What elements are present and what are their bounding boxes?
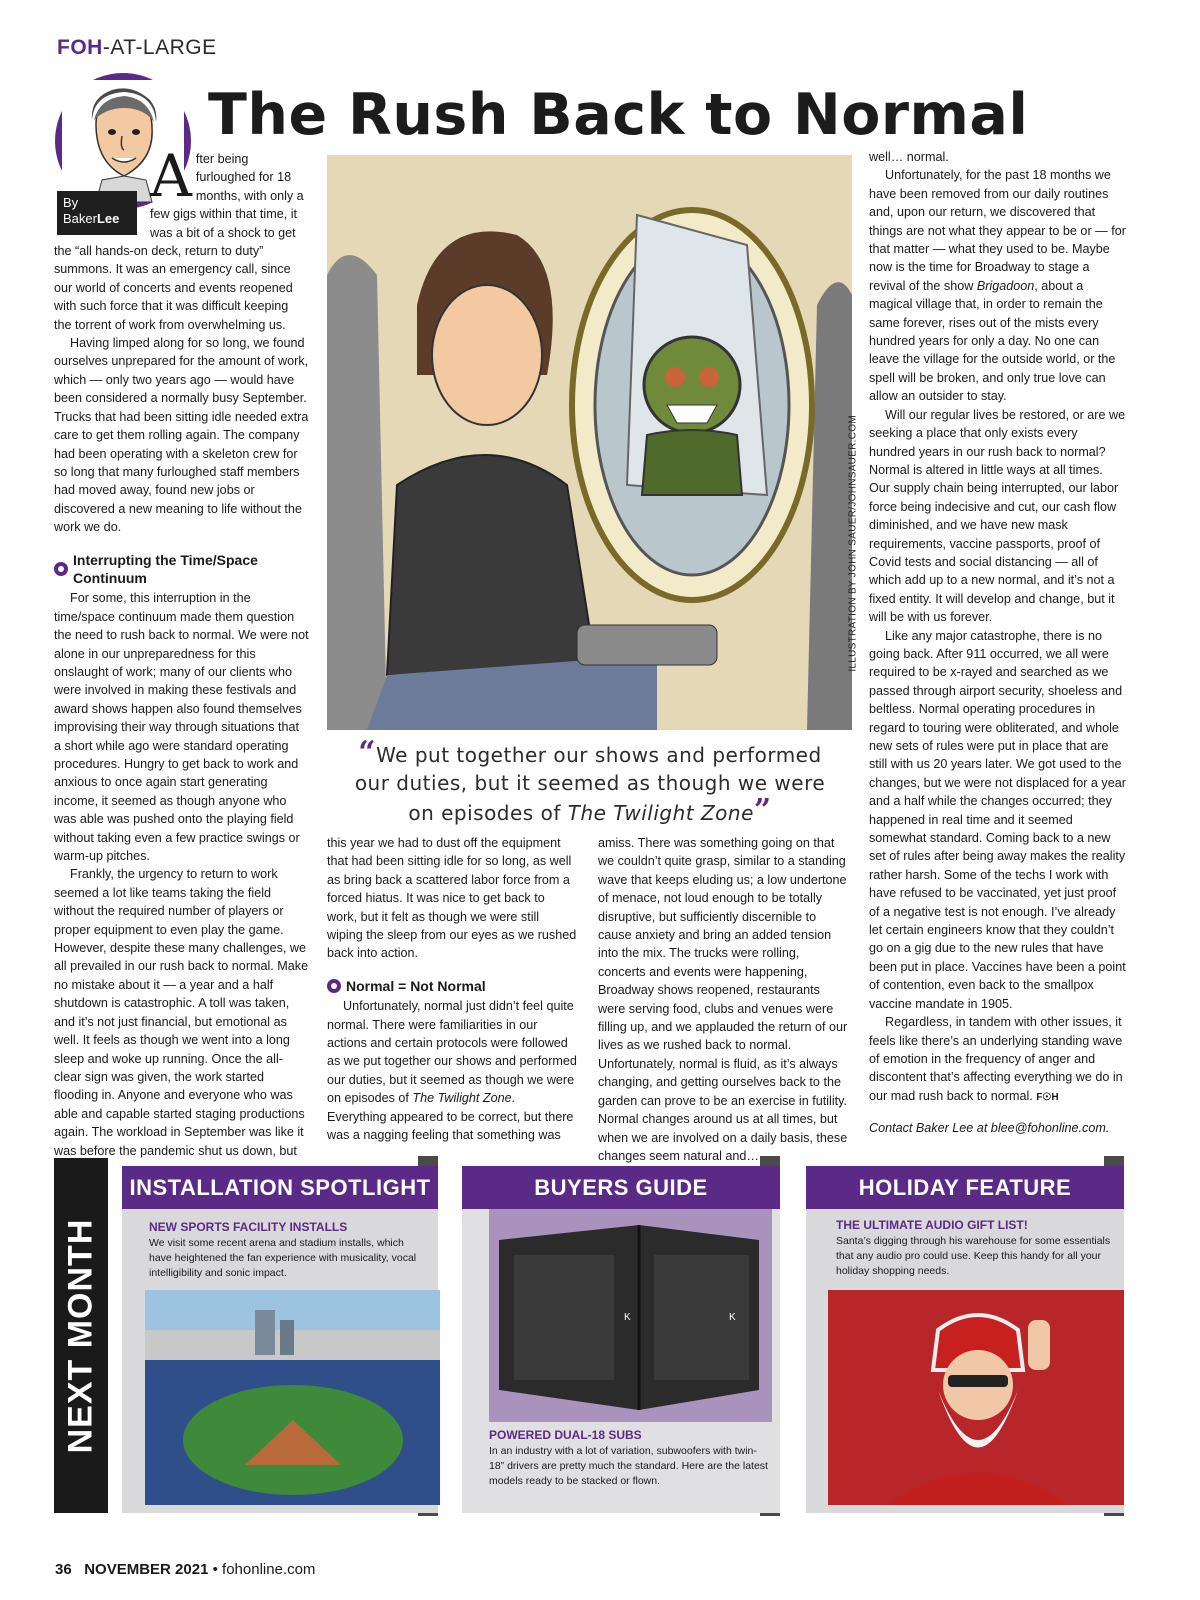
paragraph-text: Unfortunately, for the past 18 months we have been removed from our daily routines and, upon our return, we discovered that things are not what they appear to be or — for that matter — what they used to be. Maybe now is the time for Broadway to stage a revival of the show <box>869 168 1126 293</box>
subhead-1 <box>54 551 309 588</box>
card-text: In an industry with a lot of variation, subwoofers with twin-18” drivers are pretty much the standard. Here are the latest models ready to be stacked or flown. <box>489 1445 768 1487</box>
bullet-eye-icon <box>327 979 341 993</box>
paragraph <box>869 166 1127 405</box>
italic-title: The Twilight Zone <box>412 1091 512 1106</box>
paragraph-text: Unfortunately, normal just didn’t feel quite normal. There were familiarities in our actions and certain protocols were followed as we put together our shows and performed our duties, but it seemed as though we were on episodes of <box>327 999 577 1106</box>
card-tab: BUYERS GUIDE <box>462 1166 780 1209</box>
subhead-2-text: Normal = Not Normal <box>346 977 486 994</box>
quote-close-mark: ” <box>753 793 772 828</box>
footer-site: fohonline.com <box>222 1561 316 1578</box>
quote-open-mark: “ <box>358 735 377 770</box>
byline-by: By <box>63 195 79 210</box>
contact-text: Contact Baker Lee at blee@fohonline.com. <box>869 1121 1110 1136</box>
subwoofer-photo-icon <box>489 1200 772 1422</box>
paragraph: Frankly, the urgency to return to work seemed a lot like teams taking the field without the required number of players or proper equipment to even play the game. However, despite these many challenges, we all prevailed in our rush back to normal. Make no mistake about it — a year and a half shutdown is catastrophic. A toll was taken, and it’s not just financial, but emotional as well. It feels as though we went into a long sleep and woke up running. Once the all-clear sign was given, the work started flooding in. Anyone and everyone who was able and capable started staging productions again. The workload in September was like it was before the pandemic shut us down, but <box>54 867 309 1158</box>
subhead-1-text: Interrupting the Time/Space Continuum <box>73 551 258 586</box>
column-2 <box>327 834 577 1145</box>
article-title: The Rush Back to Normal <box>208 82 1029 148</box>
italic-title: Brigadoon <box>976 278 1035 293</box>
contact-line <box>869 1119 1127 1137</box>
column-3 <box>598 834 850 1165</box>
pull-quote <box>340 735 840 828</box>
column-1 <box>54 142 309 1160</box>
section-prefix: FOH <box>57 36 103 59</box>
section-label <box>57 36 217 60</box>
end-mark: F☉H <box>1036 1091 1059 1103</box>
next-month-banner <box>54 1158 108 1513</box>
card-buyers-guide <box>462 1180 780 1513</box>
paragraph <box>327 997 577 1144</box>
pull-quote-italic: The Twilight Zone <box>567 801 754 825</box>
card-title: THE ULTIMATE AUDIO GIFT LIST! <box>836 1218 1028 1232</box>
bullet-eye-icon <box>54 562 68 576</box>
byline-last: Lee <box>96 211 120 226</box>
paragraph: For some, this interruption in the time/space continuum made them question the need to rush back to normal. We were not alone in our unpreparedness for this onslaught of work; many of our clients who were involved in making these festivals and award shows happen also found themselves improvising their way through situations that a short while ago were standard operating procedures. Hungry to get back to work and anxious to once again start generating income, it seemed as though anyone who was able was pushed onto the playing field without taking even a few practice swings or warm-up pitches. <box>54 591 309 864</box>
intro-text: fter being furloughed for 18 months, with only a few gigs within that time, it was a bit of a shock to get the “all hands-on deck, return to duty” summons. It was an emergency call, since our world of concerts and events reopened with such force that it was difficult keeping the torrent of work from overwhelming us. <box>54 152 304 332</box>
paragraph: well… normal. <box>869 150 949 164</box>
card-tab: HOLIDAY FEATURE <box>806 1166 1124 1209</box>
paragraph: Having limped along for so long, we found ourselves unprepared for the amount of work, which — only two years ago — would have been considered a normally busy September. Trucks that had been sitting idle needed extra care to get them rolling again. The company had been operating with a skeleton crew for so long that many furloughed staff members had moved away, found new jobs or discovered a new meaning to life without the work we do. <box>54 336 309 535</box>
card-holiday-feature <box>806 1180 1124 1513</box>
stadium-photo-icon <box>145 1290 440 1505</box>
article-illustration <box>327 155 859 730</box>
column-4 <box>869 148 1127 1138</box>
paragraph-text: , about a magical village that, in order to remain the same forever, rises out of the mists every hundred years for only a day. No one can leave the village for the outside world, or the spell will be broken, and only true love can allow an outsider to stay. <box>869 278 1116 404</box>
pull-quote-text: We put together our shows and performed our duties, but it seemed as though we were on episodes of <box>354 743 826 825</box>
card-title: NEW SPORTS FACILITY INSTALLS <box>149 1220 348 1234</box>
dropcap: A <box>150 142 192 210</box>
card-tab: INSTALLATION SPOTLIGHT <box>122 1166 438 1209</box>
subhead-2 <box>327 977 577 995</box>
card-text: We visit some recent arena and stadium installs, which have heightened the fan experience with musicality, vocal intelligibility and sonic impact. <box>149 1237 417 1279</box>
section-rest: -AT-LARGE <box>102 36 217 59</box>
paragraph <box>869 1013 1127 1107</box>
santa-photo-icon <box>828 1290 1124 1505</box>
footer-bullet: • <box>212 1561 218 1578</box>
page-footer <box>55 1561 315 1578</box>
paragraph: this year we had to dust off the equipment that had been sitting idle for so long, as well as bring back a scattered labor force from a forced hiatus. It was nice to get back to work, but it felt as though we were still wiping the sleep from our eyes as we rushed back into action. <box>327 836 577 961</box>
svg-text:K: K <box>729 1312 736 1323</box>
issue-date: NOVEMBER 2021 <box>84 1561 209 1578</box>
paragraph-text: . Everything appeared to be correct, but there was a nagging feeling that something was <box>327 1091 574 1143</box>
svg-text:K: K <box>624 1312 631 1323</box>
intro-paragraph <box>54 142 309 334</box>
next-month-label: NEXT MONTH <box>61 1218 100 1453</box>
paragraph-text: Regardless, in tandem with other issues, it feels like there’s an underlying standing wave of emotion in the frequency of anger and discontent that’s affecting everything we do in our mad rush back to normal. <box>869 1015 1123 1103</box>
paragraph: Will our regular lives be restored, or are we seeking a place that only exists every hundred years in our rush back to normal? Normal is altered in little ways at all times. Our supply chain being interrupted, our labor force being indecisive and cut, our cash flow diminished, and we have new mask requirements, vaccine passports, proof of Covid tests and social distancing — all of which add up to a new normal, and it’s not a fixed entity. It will develop and change, but it will be with us forever. <box>869 407 1126 625</box>
airplane-passenger-illustration-icon <box>327 155 852 730</box>
card-title: POWERED DUAL-18 SUBS <box>489 1428 642 1442</box>
illustration-credit: ILLUSTRATION BY JOHN SAUER/JOHNSAUER.COM <box>848 415 859 672</box>
paragraph: Like any major catastrophe, there is no going back. After 911 occurred, we all were required to be x-rayed and searched as we passed through airport security, shoeless and beltless. Normal operating procedures in regard to touring were obliterated, and whole new sets of rules were put in place that are still with us 20 years later. We got used to the changes, but we were not displaced for a year and a half while the changes occurred; they happened in real time and it seemed somewhat standard. Coming back to a new set of rules after being away makes the reality rather harsh. Some of the techs I work with have refused to be vaccinated, yet just proof of a negative test is not enough. I’ve already let certain engineers know that they couldn’t go on a gig due to the new rules that have been put in place. Vaccines have been a point of contention, even back to the smallpox vaccine mandate in 1905. <box>869 628 1126 1011</box>
card-text: Santa’s digging through his warehouse for some essentials that any audio pro could use. Keep this handy for all your holiday shopping needs. <box>836 1235 1111 1277</box>
byline-first: Baker <box>63 211 97 226</box>
card-installation <box>122 1180 438 1513</box>
paragraph: amiss. There was something going on that we couldn’t quite grasp, similar to a standing wave that keeps eluding us; a low undertone of menace, not loud enough to be totally disruptive, but sufficiently discernible to cause anxiety and bring an added tension into the mix. The trucks were rolling, concerts and events were happening, Broadway shows reopened, restaurants were serving food, clubs and venues were filling up, and we applauded the return of our lives as we rushed back to normal. Unfortunately, normal is fluid, as it’s always changing, and getting ourselves back to the garden can prove to be an exercise in futility. Normal changes around us at all times, but when we are involved on a daily basis, these changes seem natural and… <box>598 836 848 1163</box>
page-number: 36 <box>55 1561 72 1578</box>
